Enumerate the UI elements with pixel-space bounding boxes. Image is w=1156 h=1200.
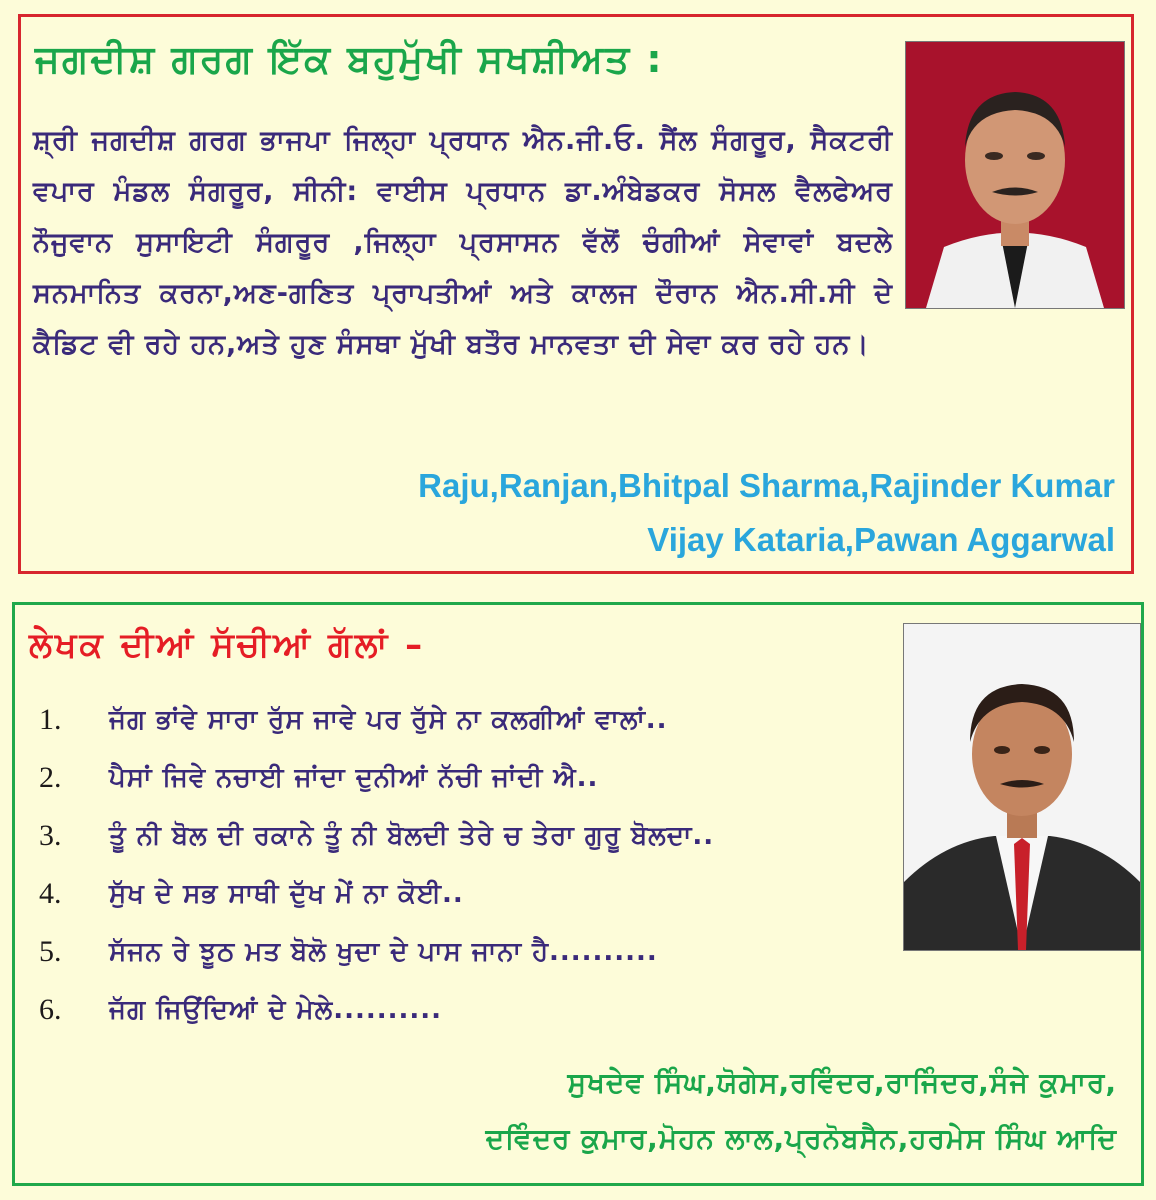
contributors-punjabi	[117, 1055, 1117, 1167]
list-item	[27, 749, 907, 807]
list-number: 5.	[39, 935, 62, 968]
quotes-box	[12, 602, 1144, 1186]
list-text: ਜੱਗ ਭਾਂਵੇ ਸਾਰਾ ਰੁੱਸ ਜਾਵੇ ਪਰ ਰੁੱਸੇ ਨਾ ਕਲਗੀਆਂ ਵਾਲਾਂ..	[109, 705, 668, 735]
contributors-line-2: ਦਵਿੰਦਰ ਕੁਮਾਰ,ਮੋਹਨ ਲਾਲ,ਪ੍ਰਨੋਬਸੈਨ,ਹਰਮੇਸ ਸਿੰਘ ਆਦਿ	[485, 1122, 1117, 1155]
list-number: 2.	[39, 761, 62, 794]
list-text: ਜੱਗ ਜਿਉਂਦਿਆਂ ਦੇ ਮੇਲੇ..........	[109, 995, 442, 1025]
author-photo	[903, 623, 1141, 951]
list-text: ਪੈਸਾਂ ਜਿਵੇ ਨਚਾਈ ਜਾਂਦਾ ਦੁਨੀਆਂ ਨੱਚੀ ਜਾਂਦੀ ਐ..	[109, 763, 599, 793]
contributors-line-1: ਸੁਖਦੇਵ ਸਿੰਘ,ਯੋਗੇਸ,ਰਵਿੰਦਰ,ਰਾਜਿੰਦਰ,ਸੰਜੇ ਕੁਮਾਰ,	[567, 1066, 1117, 1099]
quotes-heading: ਲੇਖਕ ਦੀਆਂ ਸੱਚੀਆਂ ਗੱਲਾਂ –	[29, 625, 426, 665]
quotes-list	[27, 691, 907, 1039]
list-item	[27, 807, 907, 865]
list-text: ਸੱਜਨ ਰੇ ਝੂਠ ਮਤ ਬੋਲੋ ਖੁਦਾ ਦੇ ਪਾਸ ਜਾਨਾ ਹੈ..........	[109, 937, 658, 967]
list-item	[27, 923, 907, 981]
list-item	[27, 691, 907, 749]
list-text: ਸੁੱਖ ਦੇ ਸਭ ਸਾਥੀ ਦੁੱਖ ਮੇਂ ਨਾ ਕੋਈ..	[109, 879, 464, 909]
list-text: ਤੂੰ ਨੀ ਬੋਲ ਦੀ ਰਕਾਨੇ ਤੂੰ ਨੀ ਬੋਲਦੀ ਤੇਰੇ ਚ ਤੇਰਾ ਗੁਰੂ ਬੋਲਦਾ..	[109, 821, 715, 851]
list-number: 6.	[39, 993, 62, 1026]
profile-paragraph: ਸ਼੍ਰੀ ਜਗਦੀਸ਼ ਗਰਗ ਭਾਜਪਾ ਜਿਲ੍ਹਾ ਪ੍ਰਧਾਨ ਐਨ.ਜੀ.ਓ. ਸੈਂਲ ਸੰਗਰੂਰ, ਸੈਕਟਰੀ ਵਪਾਰ ਮੰਡਲ ਸੰਗਰੂਰ, ਸੀਨੀ: ਵਾਈਸ ਪ੍ਰਧਾਨ ਡਾ.ਅੰਬੇਡਕਰ ਸੋਸਲ ਵੈਲਫੇਅਰ ਨੌਜੁਵਾਨ ਸੁਸਾਇਟੀ ਸੰਗਰੂਰ ,ਜਿਲ੍ਹਾ ਪ੍ਰਸਾਸਨ ਵੱਲੋਂ ਚੰਗੀਆਂ ਸੇਵਾਵਾਂ ਬਦਲੇ ਸਨਮਾਨਿਤ ਕਰਨਾ,ਅਣ-ਗਣਿਤ ਪ੍ਰਾਪਤੀਆਂ ਅਤੇ ਕਾਲਜ ਦੌਰਾਨ ਐਨ.ਸੀ.ਸੀ ਦੇ ਕੈਡਿਟ ਵੀ ਰਹੇ ਹਨ,ਅਤੇ ਹੁਣ ਸੰਸਥਾ ਮੁੱਖੀ ਬਤੌਰ ਮਾਨਵਤਾ ਦੀ ਸੇਵਾ ਕਰ ਰਹੇ ਹਨ।	[33, 125, 893, 360]
list-number: 4.	[39, 877, 62, 910]
list-number: 3.	[39, 819, 62, 852]
profile-box	[18, 14, 1134, 574]
contributors-english	[215, 459, 1115, 567]
contributors-line-2: Vijay Kataria,Pawan Aggarwal	[647, 521, 1115, 558]
contributors-line-1: Raju,Ranjan,Bhitpal Sharma,Rajinder Kumar	[418, 467, 1115, 504]
portrait-photo	[905, 41, 1125, 309]
list-number: 1.	[39, 703, 62, 736]
list-item	[27, 865, 907, 923]
list-item	[27, 981, 907, 1039]
profile-heading: ਜਗਦੀਸ਼ ਗਰਗ ਇੱਕ ਬਹੁਮੁੱਖੀ ਸਖਸ਼ੀਅਤ :	[35, 37, 664, 81]
